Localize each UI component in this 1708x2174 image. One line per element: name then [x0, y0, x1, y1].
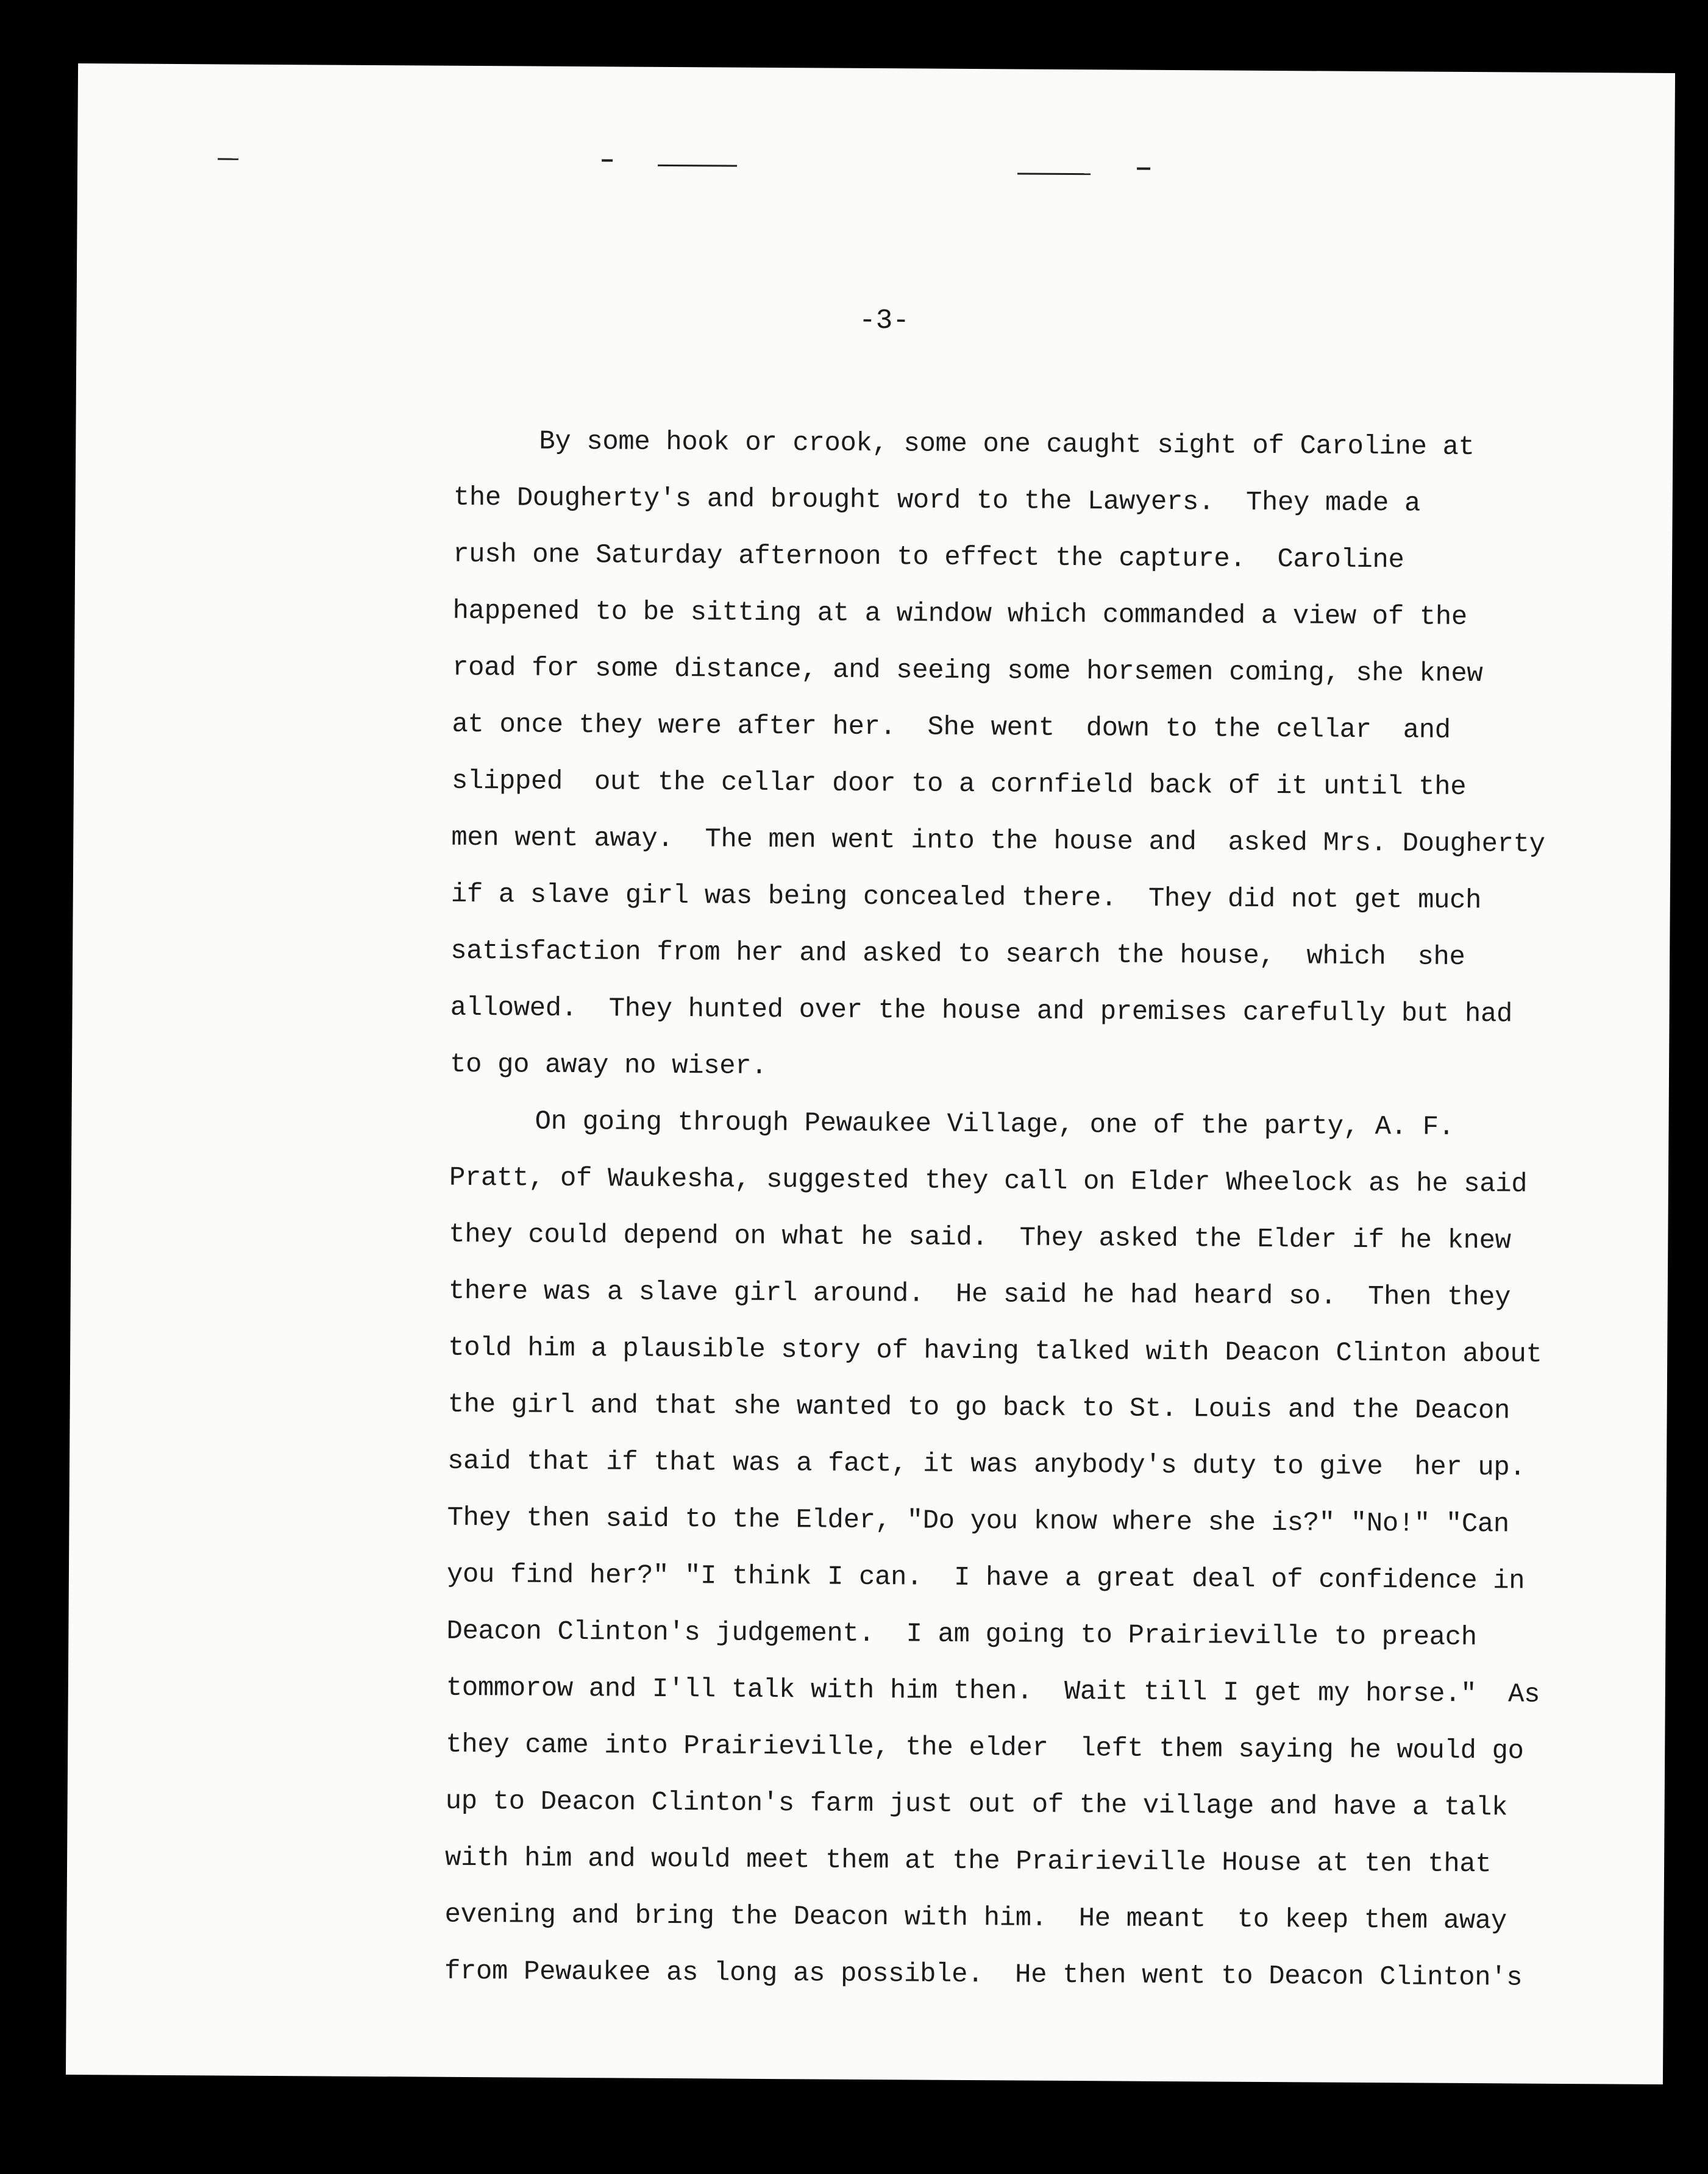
scan-mark — [218, 158, 238, 160]
text-line: tommorow and I'll talk with him then. Wait till I get my horse." As — [446, 1672, 1540, 1710]
scan-mark — [658, 165, 737, 167]
text-line: you find her?" "I think I can. I have a great deal of confidence in — [446, 1559, 1525, 1597]
text-line: Pratt, of Waukesha, suggested they call on Elder Wheelock as he said — [449, 1162, 1528, 1200]
text-line: They then said to the Elder, "Do you know where she is?" "No!" "Can — [447, 1502, 1509, 1540]
paragraph — [449, 413, 1545, 1100]
text-line: satisfaction from her and asked to search the house, which she — [450, 936, 1465, 973]
body-text — [444, 413, 1545, 2007]
text-line: men went away. The men went into the house and asked Mrs. Dougherty — [451, 822, 1545, 860]
text-line: Deacon Clinton's judgement. I am going to Prairieville to preach — [446, 1616, 1477, 1654]
text-line: rush one Saturday afternoon to effect the capture. Caroline — [453, 539, 1404, 576]
text-line: said that if that was a fact, it was anybody's duty to give her up. — [447, 1446, 1526, 1483]
text-line: from Pewaukee as long as possible. He then went to Deacon Clinton's — [444, 1956, 1523, 1994]
text-line: told him a plausible story of having talked with Deacon Clinton about — [448, 1332, 1542, 1370]
scan-mark — [602, 159, 613, 162]
text-line: On going through Pewaukee Village, one of the party, A. F. — [535, 1106, 1454, 1143]
text-line: allowed. They hunted over the house and premises carefully but had — [450, 992, 1513, 1030]
paragraph — [444, 1093, 1542, 2007]
text-line: to go away no wiser. — [449, 1049, 767, 1082]
text-line: up to Deacon Clinton's farm just out of the village and have a talk — [445, 1786, 1508, 1824]
text-line: with him and would meet them at the Prairieville House at ten that — [444, 1842, 1492, 1880]
text-line: By some hook or crook, some one caught sight of Caroline at — [539, 426, 1475, 463]
text-line: evening and bring the Deacon with him. He meant to keep them away — [444, 1899, 1507, 1937]
text-line: at once they were after her. She went down to the cellar and — [452, 709, 1451, 746]
text-line: happened to be sitting at a window which commanded a view of the — [452, 595, 1468, 633]
text-line: the Dougherty's and brought word to the Lawyers. They made a — [453, 482, 1421, 519]
typewritten-page — [66, 63, 1675, 2084]
text-line: slipped out the cellar door to a cornfield back of it until the — [451, 766, 1467, 803]
text-line: they could depend on what he said. They asked the Elder if he knew — [449, 1219, 1511, 1257]
page-number: -3- — [858, 304, 910, 337]
text-line: they came into Prairieville, the elder left them saying he would go — [446, 1729, 1524, 1767]
scan-mark — [1017, 172, 1091, 175]
text-line: there was a slave girl around. He said he had heard so. Then they — [448, 1276, 1511, 1313]
text-line: the girl and that she wanted to go back to St. Louis and the Deacon — [447, 1389, 1511, 1427]
scan-mark — [1137, 168, 1150, 170]
text-line: if a slave girl was being concealed there. They did not get much — [450, 879, 1482, 917]
text-line: road for some distance, and seeing some horsemen coming, she knew — [452, 652, 1483, 690]
